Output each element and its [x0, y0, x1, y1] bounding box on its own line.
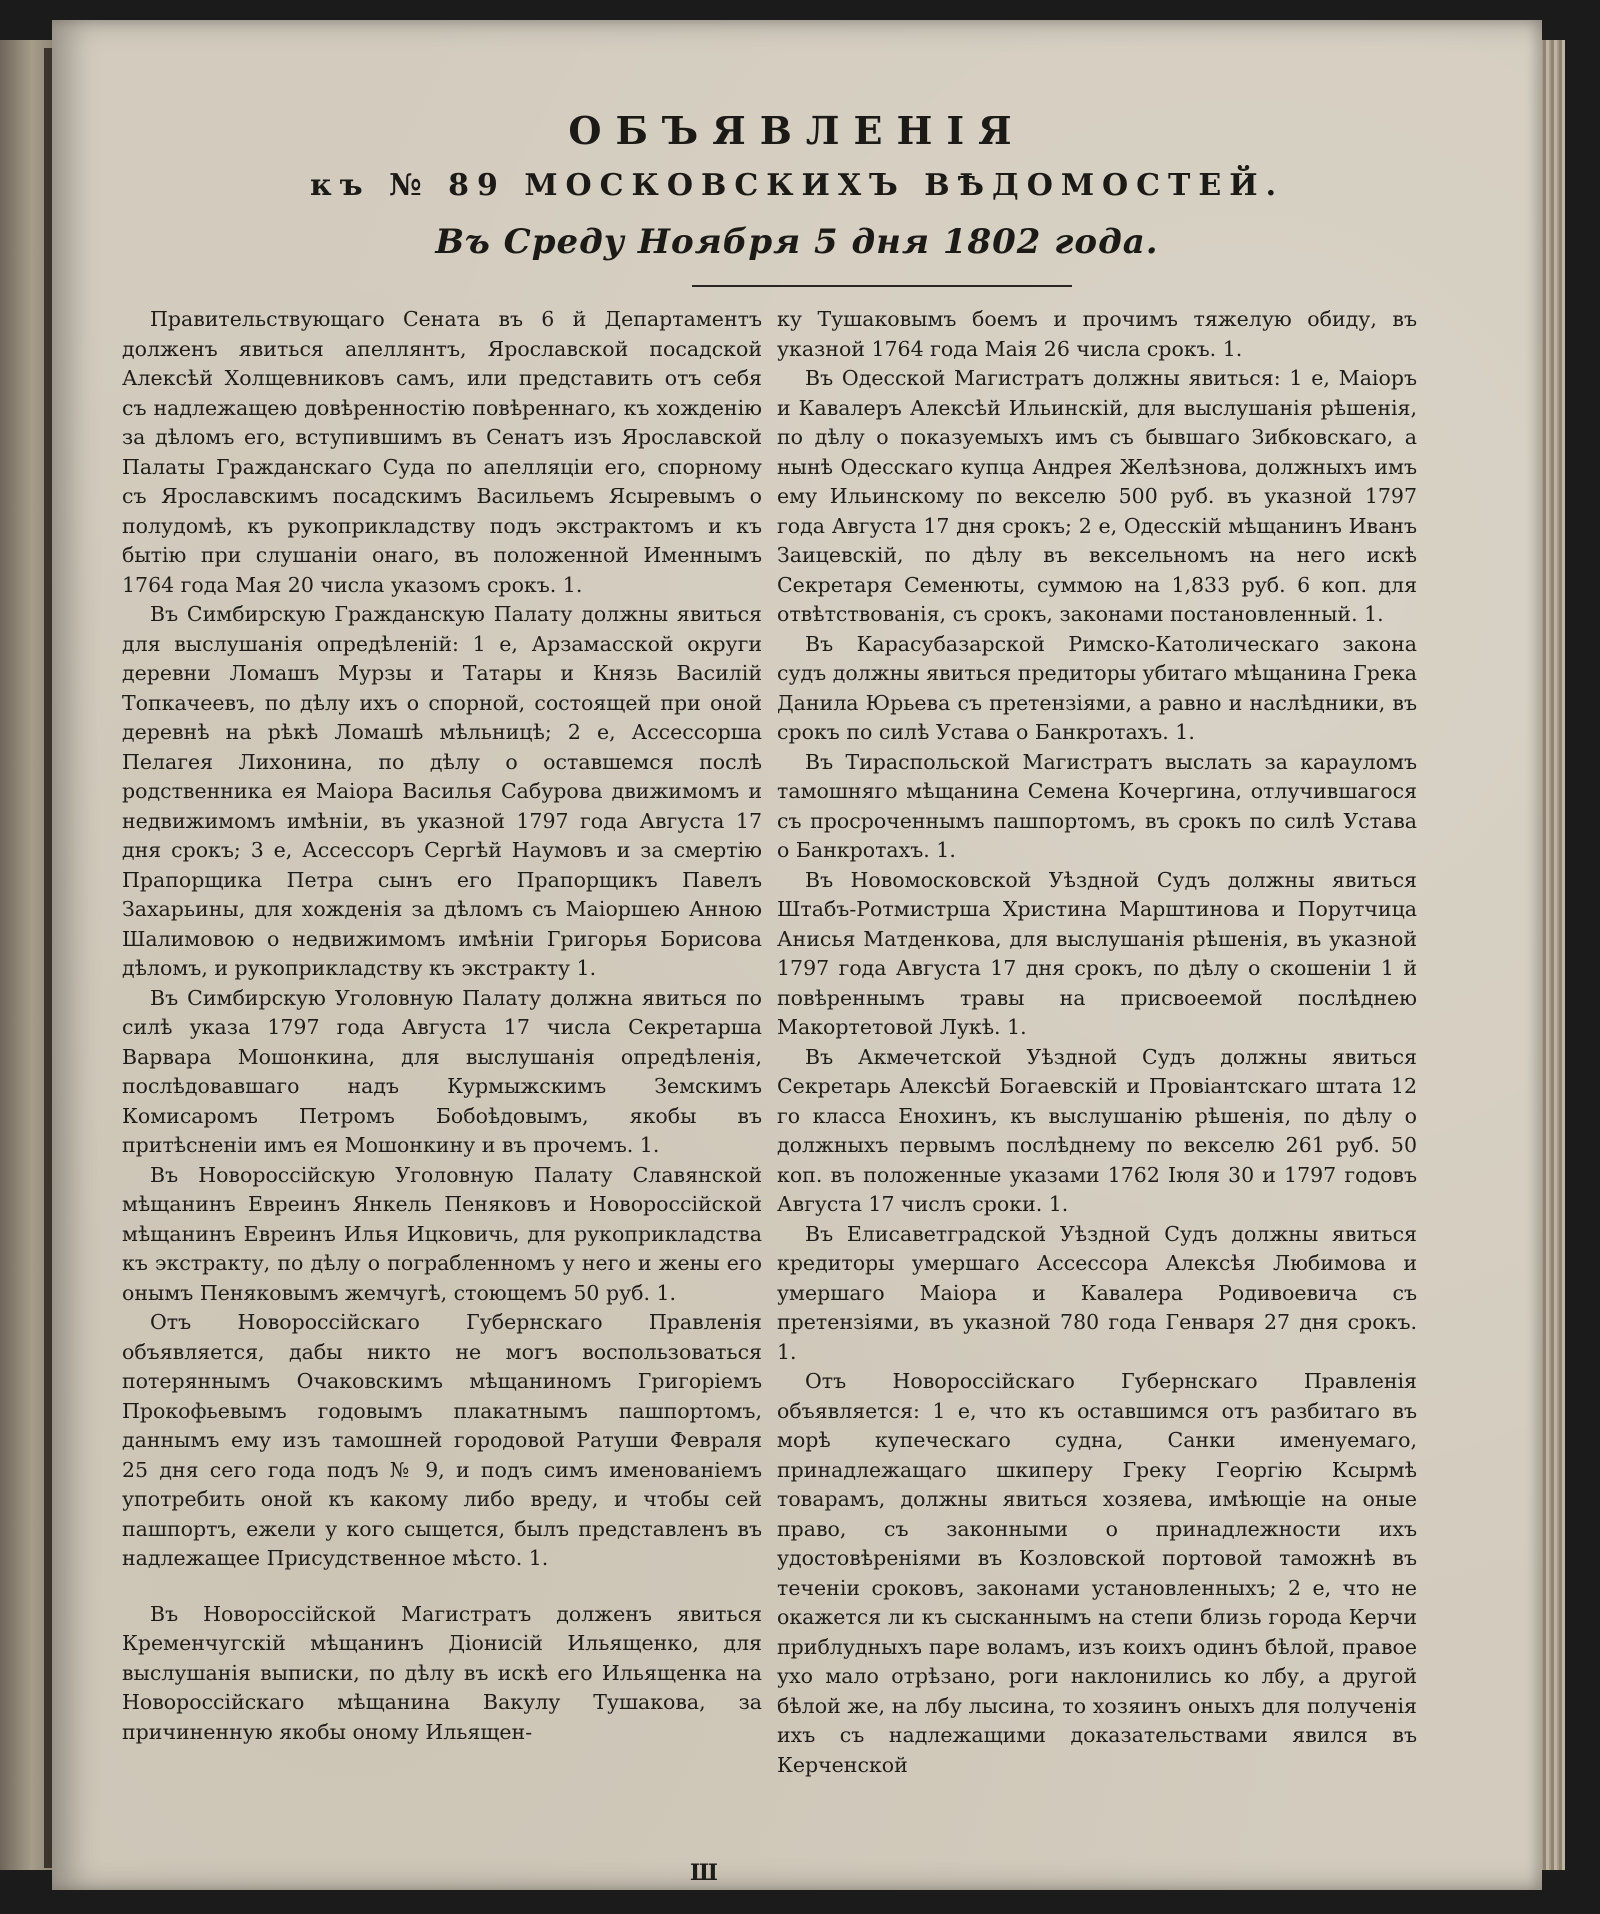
page-title: ОБЪЯВЛЕНІЯ: [568, 108, 1026, 153]
notice-paragraph: Въ Карасубазарской Римско-Католическаго закона судъ должны явиться предиторы убитаго мѣщанина Грека Данила Юрьева съ претензіями, а равно и наслѣдники, въ срокъ по силѣ Устава о Банкротахъ. 1.: [777, 631, 1417, 744]
notice-paragraph: Въ Одесской Магистратъ должны явиться: 1 е, Маіоръ и Кавалеръ Алексѣй Ильинскій, для выслушанія рѣшенія, по дѣлу о показуемыхъ имъ съ бывшаго Зибковскаго, а нынѣ Одесскаго купца Андрея Желѣзнова, должныхъ имъ ему Ильинскому по векселю 500 руб. въ указной 1797 года Августа 17 дня срокъ; 2 е, Одесскій мѣщанинъ Иванъ Заицевскій, по дѣлу въ вексельномъ на него искѣ Секретаря Семенюты, суммою на 1,833 руб. 6 коп. для отвѣтствованія, съ срокъ, законами постановленный. 1.: [777, 366, 1417, 626]
notice-paragraph: Отъ Новороссійскаго Губернскаго Правленія объявляется, дабы никто не могъ воспользоваться потеряннымъ Очаковскимъ мѣщаниномъ Григоріемъ Прокофьевымъ годовымъ плакатнымъ пашпортомъ, даннымъ ему изъ тамошней городовой Ратуши Февраля 25 дня сего года подъ № 9, и подъ симъ именованіемъ употребить оной къ какому либо вреду, и чтобы сей пашпортъ, ежели у кого сыщется, былъ представленъ въ надлежащее Присудственное мѣсто. 1.: [122, 1310, 762, 1570]
binding-gutter: [44, 48, 52, 1868]
header-divider: [692, 285, 1072, 287]
notice-paragraph: Въ Тираспольской Магистратъ выслать за карауломъ тамошняго мѣщанина Семена Кочергина, отлучившагося съ просроченнымъ пашпортомъ, въ срокъ по силѣ Устава о Банкротахъ. 1.: [777, 749, 1417, 862]
notice-paragraph: Въ Акмечетской Уѣздной Судъ должны явиться Секретарь Алексѣй Богаевскій и Провіантскаго штата 12 го класса Енохинъ, къ выслушанію рѣшенія, по дѣлу о должныхъ первымъ послѣднему по векселю 261 руб. 50 коп. въ положенные указами 1762 Іюля 30 и 1797 годовъ Августа 17 числъ сроки. 1.: [777, 1044, 1417, 1216]
left-column: [122, 305, 762, 1747]
notice-paragraph: Въ Симбирскую Гражданскую Палату должны явиться для выслушанія опредѣленій: 1 е, Арзамасской округи деревни Ломашъ Мурзы и Татары и Князь Василій Топкачеевъ, по дѣлу ихъ о спорной, состоящей при оной деревнѣ на рѣкѣ Ломашѣ мѣльницѣ; 2 е, Ассессорша Пелагея Лихонина, по дѣлу о оставшемся послѣ родственника ея Маіора Василья Сабурова движимомъ и недвижимомъ имѣніи, въ указной 1797 года Августа 17 дня срокъ; 3 е, Ассессоръ Сергѣй Наумовъ и за смертію Прапорщика Петра сынъ его Прапорщикъ Павелъ Захарьины, для хожденія за дѣломъ съ Маіоршею Анною Шалимовою о недвижимомъ имѣніи Григорья Борисова дѣломъ, и рукоприкладству къ экстракту 1.: [122, 602, 762, 980]
notice-paragraph: Въ Симбирскую Уголовную Палату должна явиться по силѣ указа 1797 года Августа 17 числа Секретарша Варвара Мошонкина, для выслушанія опредѣленія, послѣдовавшаго надъ Курмыжскимъ Земскимъ Комисаромъ Петромъ Бобоѣдовымъ, якобы въ притѣсненіи имъ ея Мошонкину и въ прочемъ. 1.: [122, 985, 762, 1157]
notice-paragraph: Отъ Новороссійскаго Губернскаго Правленія объявляется: 1 е, что къ оставшимся отъ разбитаго въ морѣ купеческаго судна, Санки именуемаго, принадлежащаго шкиперу Греку Георгію Ксырмѣ товарамъ, должны явиться хозяева, имѣющіе на оные право, съ законными о принадлежности ихъ удостовѣреніями въ Козловской портовой таможнѣ въ теченіи сроковъ, законами установленныхъ; 2 е, что не окажется ли къ сысканнымъ на степи близь города Керчи приблудныхъ паре воламъ, изъ коихъ одинъ бѣлой, правое ухо мало отрѣзано, роги наклонились ко лбу, а другой бѣлой же, на лбу лысина, то хозяинъ оныхъ для полученія ихъ съ надлежащими доказательствами явился въ Керченской: [777, 1369, 1417, 1777]
notice-paragraph: Въ Елисаветградской Уѣздной Судъ должны явиться кредиторы умершаго Ассессора Алексѣя Любимова и умершаго Маіора и Кавалера Родивоевича съ претензіями, въ указной 780 года Генваря 27 дня срокъ. 1.: [777, 1221, 1417, 1364]
notice-paragraph: Въ Новороссійскую Уголовную Палату Славянской мѣщанинъ Евреинъ Янкель Пеняковъ и Новороссійской мѣщанинъ Евреинъ Илья Ицковичь, для рукоприкладства къ экстракту, по дѣлу о пограбленномъ у него и жены его онымъ Пеняковымъ жемчугѣ, стоющемъ 50 руб. 1.: [122, 1162, 762, 1305]
page-subtitle: къ № 89 МОСКОВСКИХЪ ВѢДОМОСТЕЙ.: [309, 168, 1285, 203]
notice-paragraph: Въ Новороссійской Магистратъ долженъ явиться Кременчугскій мѣщанинъ Діонисій Ильященко, для выслушанія выписки, по дѣлу въ искѣ его Ильященка на Новороссійскаго мѣщанина Вакулу Тушакова, за причиненную якобы оному Ильящен-: [122, 1601, 762, 1744]
notice-paragraph: Правительствующаго Сената въ 6 й Департаментъ долженъ явиться апеллянтъ, Ярославской посадской Алексѣй Холщевниковъ самъ, или представить отъ себя съ надлежащею довѣренностію повѣреннаго, къ хожденію за дѣломъ его, вступившимъ въ Сенатъ изъ Ярославской Палаты Гражданскаго Суда по апелляціи его, спорному съ Ярославскимъ посадскимъ Васильемъ Ясыревымъ о полудомѣ, къ рукоприкладству подъ экстрактомъ и къ бытію при слушаніи онаго, въ положенной Именнымъ 1764 года Мая 20 числа указомъ срокъ. 1.: [122, 307, 762, 597]
notice-paragraph: ку Тушаковымъ боемъ и прочимъ тяжелую обиду, въ указной 1764 года Маія 26 числа срокъ. 1.: [777, 307, 1417, 361]
right-column: [777, 305, 1417, 1780]
notice-paragraph: Въ Новомосковской Уѣздной Судъ должны явиться Штабъ-Ротмистрша Христина Марштинова и Порутчица Анисья Матденкова, для выслушанія рѣшенія, въ указной 1797 года Августа 17 дня срокъ, по дѣлу о скошеніи 1 й повѣреннымъ травы на присвоеемой послѣднею Макортетовой Лукѣ. 1.: [777, 867, 1417, 1039]
issue-date: Въ Среду Ноября 5 дня 1802 года.: [435, 222, 1159, 262]
newspaper-page: [52, 20, 1542, 1890]
printer-signature: Ш: [690, 1860, 720, 1886]
